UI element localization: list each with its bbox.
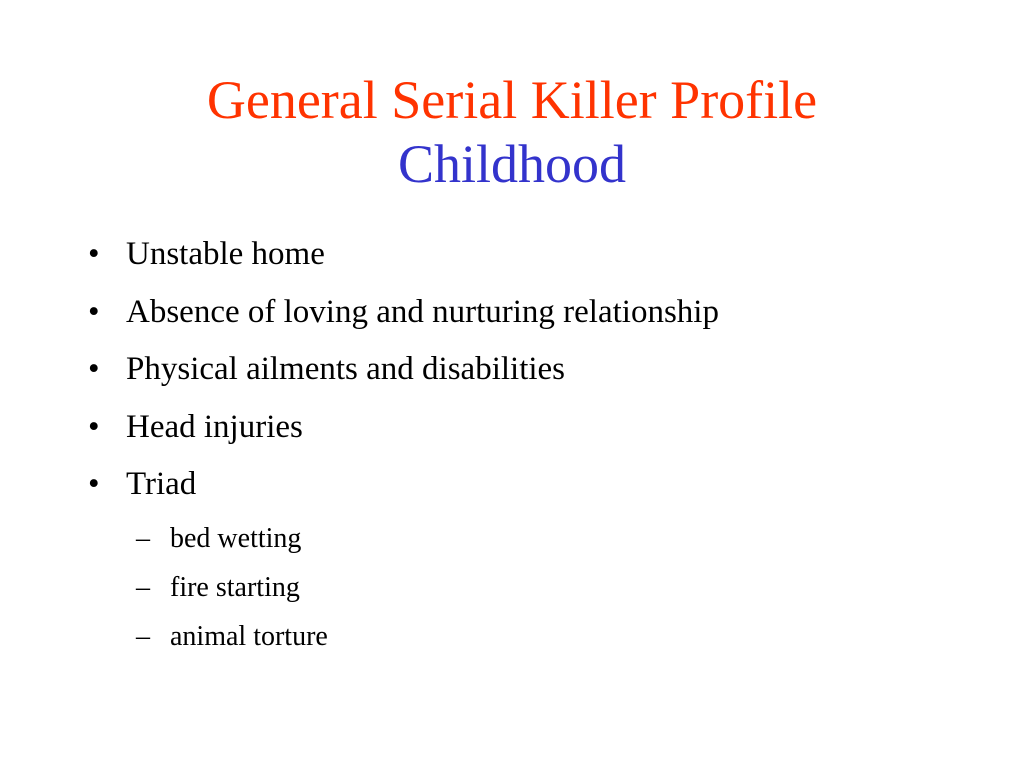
sub-bullet-text: bed wetting [170,522,302,554]
bullet-text: Unstable home [126,236,325,272]
sub-bullet-marker: – [136,620,150,652]
bullet-text: Physical ailments and disabilities [126,351,566,387]
slide-title [0,68,1024,196]
sub-bullet-item [88,563,988,612]
bullet-marker: • [88,293,100,330]
bullet-list [88,226,988,661]
bullet-text: Triad [126,466,197,502]
bullet-text: Head injuries [126,408,303,445]
bullet-marker: • [88,466,100,502]
sub-bullet-group [88,514,988,661]
sub-bullet-list [88,514,988,661]
bullet-item [88,399,988,457]
bullet-marker: • [88,408,100,445]
bullet-marker: • [88,236,100,272]
sub-bullet-item [88,612,988,661]
title-main: General Serial Killer Profile [206,70,818,130]
bullet-text: Absence of loving and nurturing relationship [126,293,719,330]
bullet-item [88,226,988,284]
title-subtitle: Childhood [397,134,627,194]
bullet-marker: • [88,351,100,387]
sub-bullet-marker: – [136,571,150,603]
bullet-item [88,456,988,514]
sub-bullet-text: animal torture [170,620,328,652]
sub-bullet-text: fire starting [170,571,300,603]
sub-bullet-item [88,514,988,563]
bullet-item [88,341,988,399]
bullet-item [88,284,988,342]
sub-bullet-marker: – [136,522,150,554]
